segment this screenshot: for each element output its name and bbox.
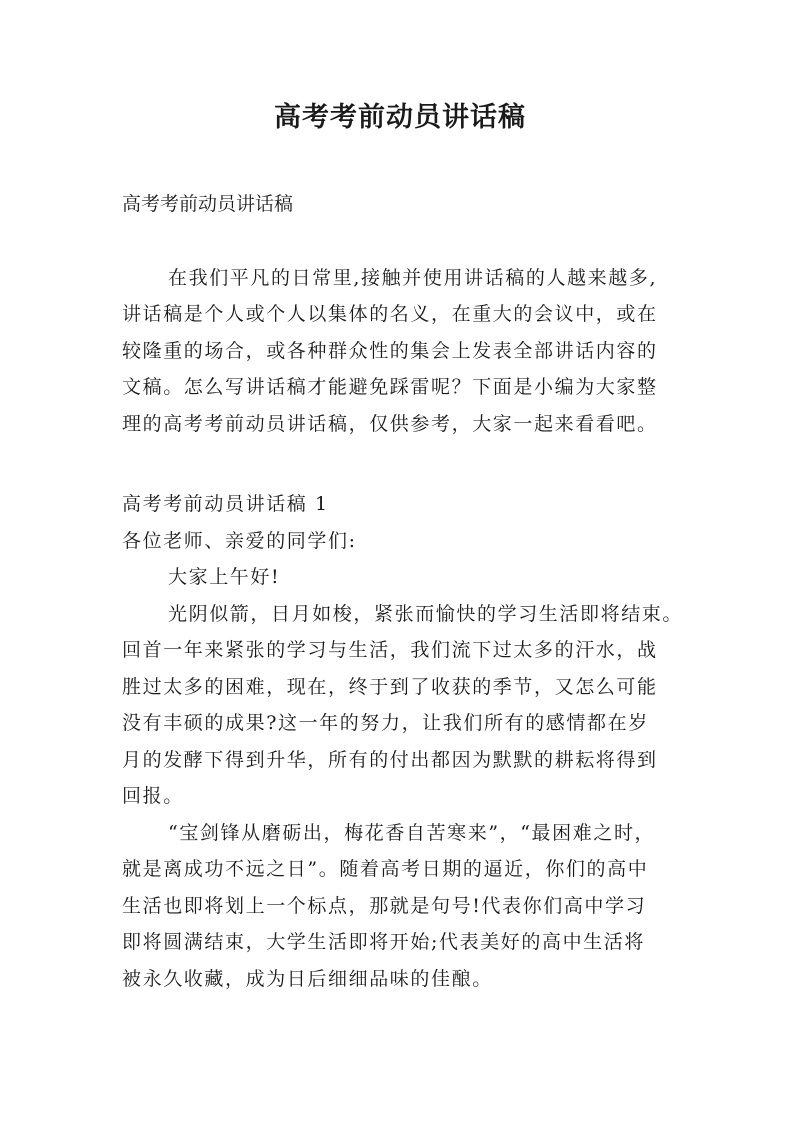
intro-line: 讲话稿是个人或个人以集体的名义，在重大的会议中，或在	[122, 303, 658, 326]
paragraph-line: “宝剑锋从磨砺出，梅花香自苦寒来”，“最困难之时，	[168, 821, 656, 844]
paragraph-line: 月的发酵下得到升华，所有的付出都因为默默的耕耘将得到	[122, 748, 658, 771]
paragraph-line: 回首一年来紧张的学习与生活，我们流下过太多的汗水，战	[122, 639, 658, 661]
paragraph-line: 没有丰硕的成果?这一年的努力，让我们所有的感情都在岁	[122, 712, 649, 734]
intro-line: 文稿。怎么写讲话稿才能避免踩雷呢？下面是小编为大家整	[122, 376, 658, 399]
intro-line: 较隆重的场合，或各种群众性的集会上发表全部讲话内容的	[122, 339, 658, 362]
intro-line: 在我们平凡的日常里,接触并使用讲话稿的人越来越多,	[168, 267, 658, 289]
paragraph-line: 就是离成功不远之日”。随着高考日期的逼近，你们的高中	[122, 858, 649, 880]
intro-paragraph	[122, 260, 688, 442]
paragraph-line: 胜过太多的困难，现在，终于到了收获的季节，又怎么可能	[122, 675, 658, 698]
document-subtitle: 高考考前动员讲话稿	[122, 193, 294, 215]
section-heading: 高考考前动员讲话稿 1	[122, 493, 329, 515]
paragraph-line: 回报。	[122, 785, 184, 807]
document-title: 高考考前动员讲话稿	[274, 102, 526, 133]
paragraph-line: 生活也即将划上一个标点，那就是句号!代表你们高中学习	[122, 894, 647, 917]
paragraph-line: 即将圆满结束，大学生活即将开始;代表美好的高中生活将	[122, 931, 646, 953]
paragraph-line: 光阴似箭，日月如梭，紧张而愉快的学习生活即将结束。	[168, 602, 684, 625]
greeting: 大家上午好!	[168, 566, 281, 588]
speech-body	[122, 486, 688, 997]
paragraph-line: 被永久收藏，成为日后细细品味的佳酿。	[122, 967, 493, 990]
salutation: 各位老师、亲爱的同学们:	[122, 529, 357, 552]
intro-line: 理的高考考前动员讲话稿，仅供参考，大家一起来看看吧。	[122, 412, 658, 435]
